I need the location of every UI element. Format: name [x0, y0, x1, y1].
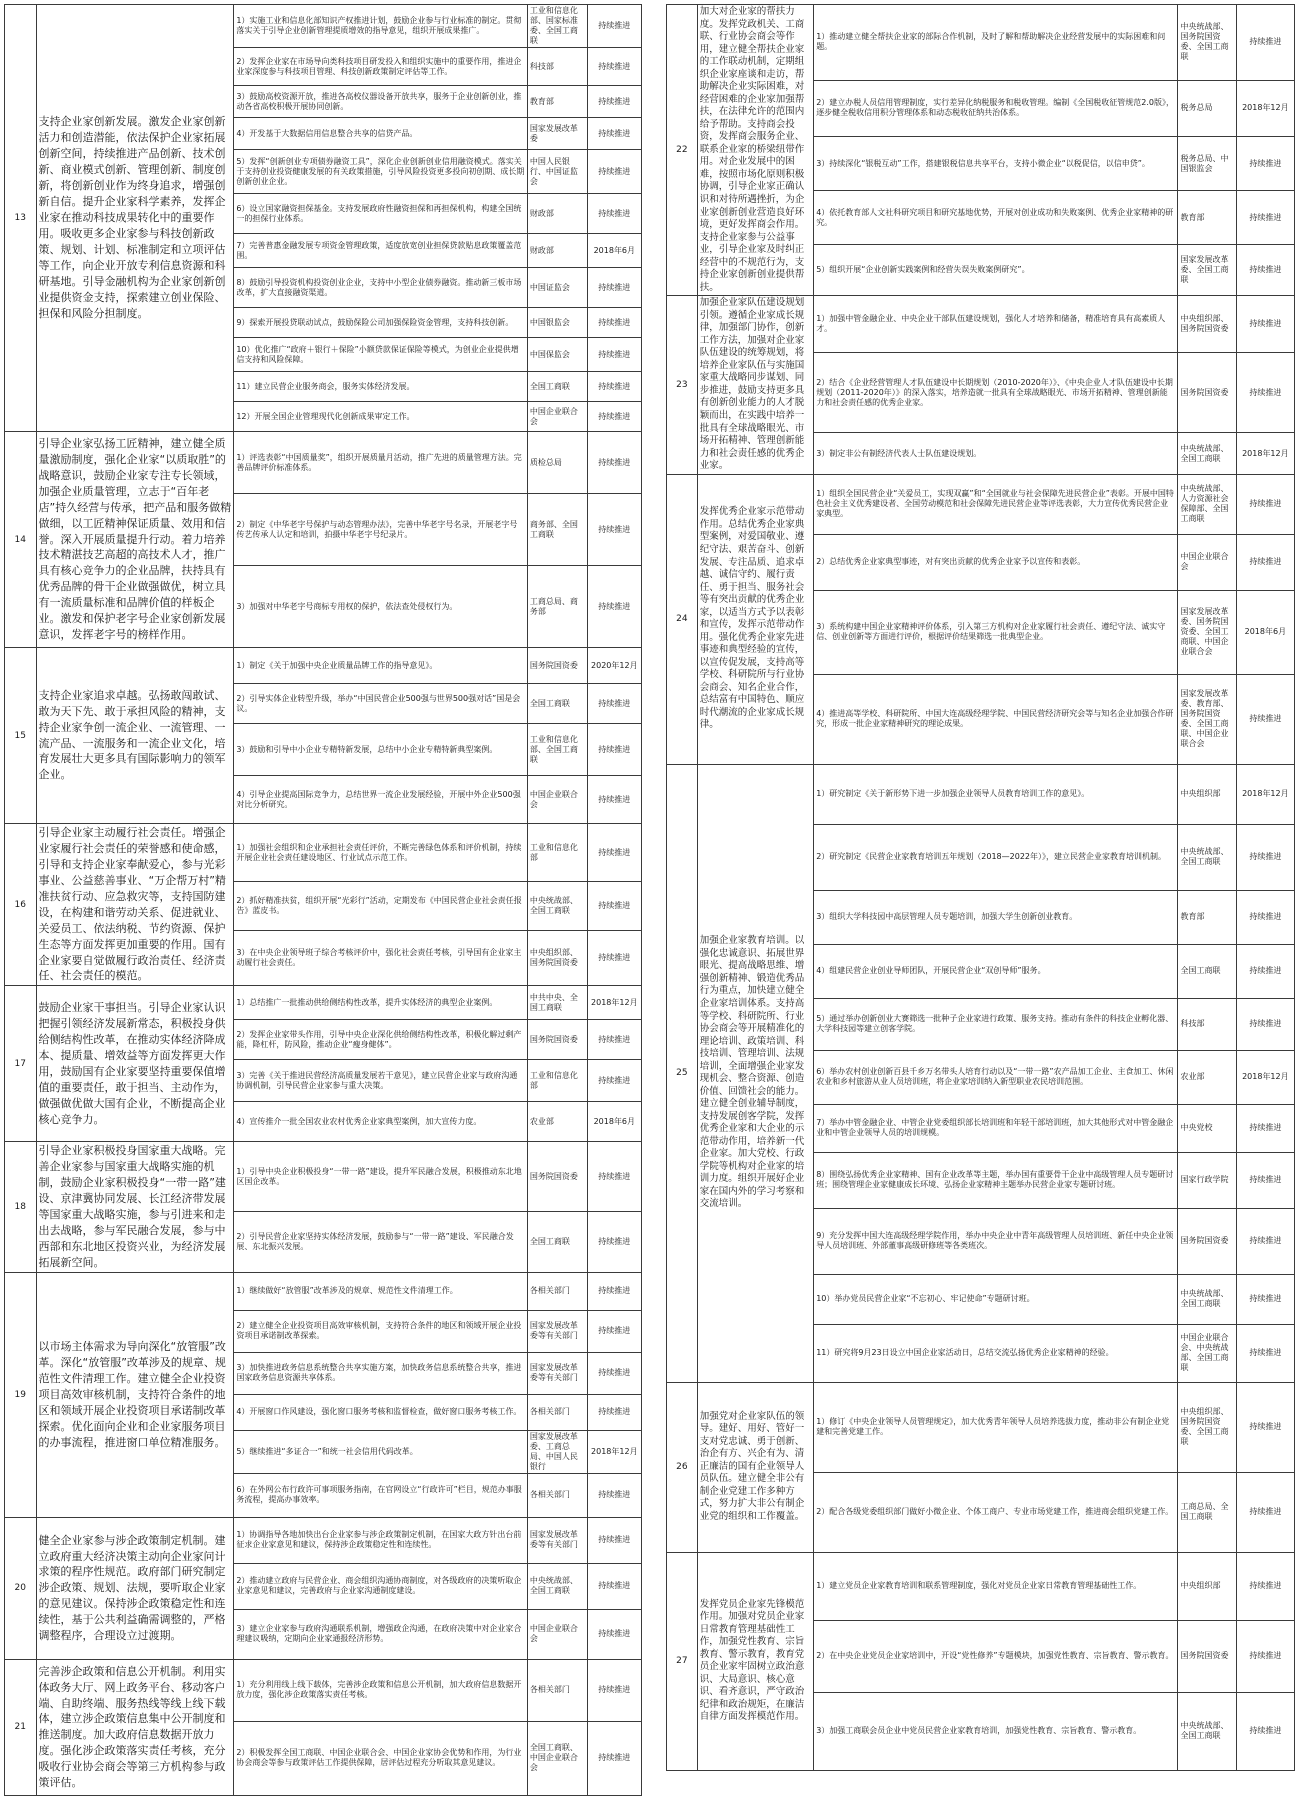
- task-text: 1）继续做好“放管服”改革涉及的规章、规范性文件清理工作。: [234, 1272, 527, 1310]
- responsible-dept: 全国工商联: [1178, 944, 1236, 998]
- responsible-dept: 中国证监会: [527, 268, 587, 308]
- task-text: 3）加快推进政务信息系统整合共享实施方案，加快政务信息系统整合共享，推进国家政务信息资源共享体系。: [234, 1352, 527, 1394]
- deadline: 持续推进: [587, 1563, 641, 1609]
- row-number: 27: [667, 1552, 698, 1770]
- main-measure: 健全企业家参与涉企政策制定机制。建立政府重大经济决策主动向企业家问计求策的程序性规范。政府部门研究制定涉企政策、规划、法规，要听取企业家的意见建议。保持涉企政策稳定性和连续性，基于公共利益确需调整的，严格调整程序，合理设立过渡期。: [36, 1517, 234, 1659]
- deadline: 持续推进: [587, 372, 641, 402]
- task-text: 6）在外网公布行政许可事项服务指南，在官网设立“行政许可”栏目，规范办事服务流程，提高办事效率。: [234, 1473, 527, 1517]
- task-text: 3）鼓励高校资源开放，推进各高校仪器设备开放共享，服务于企业创新创业，推动各省高校积极开展协同创新。: [234, 86, 527, 118]
- row-number: 18: [5, 1142, 37, 1273]
- task-text: 1）加强社会组织和企业承担社会责任评价，不断完善绿色体系和评价机制，持续开展企业社会责任建设地区、行业试点示范工作。: [234, 824, 527, 882]
- left-table: [4, 4, 642, 1796]
- responsible-dept: 教育部: [527, 86, 587, 118]
- deadline: 持续推进: [587, 494, 641, 566]
- deadline: 持续推进: [587, 308, 641, 338]
- deadline: 持续推进: [587, 1060, 641, 1102]
- main-measure: 加大对企业家的帮扶力度。发挥党政机关、工商联、行业协会商会等作用，建立健全帮扶企业家的工作联动机制，定期组织企业家座谈和走访，帮助解决企业实际困难，对经营困难的企业家加强帮扶，在法律允许的范围内给予帮助。支持商会投资，发挥商会服务企业、联系企业家的桥梁纽带作用。对企业发展中的困难，按照市场化原则积极协调，引导企业家正确认识和对待所遇挫折，为企业家创新创业营造良好环境，更好发挥商会作用。支持企业家参与公益事业，引导企业家及时纠正经营中的不规范行为，支持企业家创新创业提供帮扶。: [697, 5, 813, 296]
- responsible-dept: 国家发展改革委: [527, 118, 587, 150]
- responsible-dept: 工业和信息化部、国家标准委、全国工商联: [527, 5, 587, 48]
- task-text: 2）制定《中华老字号保护与动态管理办法》，完善中华老字号名录，开展老字号传艺传承人认定和培训，拍摄中华老字号纪录片。: [234, 494, 527, 566]
- task-text: 1）建立党员企业家教育培训和联系管理制度，强化对党员企业家日常教育管理基础性工作。: [814, 1552, 1178, 1620]
- task-text: 4）依托教育部人文社科研究项目和研究基地优势，开展对创业成功和失败案例、优秀企业家精神的研究。: [814, 191, 1178, 245]
- task-text: 1）引导中央企业积极投身“一带一路”建设，提升军民融合发展，积极推动东北地区国企改革。: [234, 1142, 527, 1212]
- task-text: 8）围绕弘扬优秀企业家精神、国有企业改革等主题，举办国有重要骨干企业中高级管理人员专题研讨班；围绕管理企业家健康成长环境、弘扬企业家精神主题举办民营企业家专题研讨班。: [814, 1152, 1178, 1208]
- deadline: 持续推进: [1236, 244, 1294, 295]
- responsible-dept: 国务院国资委: [1178, 1208, 1236, 1274]
- main-measure: 加强党对企业家队伍的领导。建好、用好、管好一支对党忠诚、勇于创新、治企有方、兴企有为、清正廉洁的国有企业领导人员队伍。建立健全非公有制企业党建工作多种方式，努力扩大非公有制企业党的组织和工作覆盖。: [697, 1382, 813, 1552]
- responsible-dept: 全国工商联: [527, 372, 587, 402]
- responsible-dept: 国家发展改革委等有关部门: [527, 1352, 587, 1394]
- deadline: 2018年6月: [587, 234, 641, 268]
- row-number: 17: [5, 986, 37, 1142]
- task-row: [667, 474, 1295, 534]
- deadline: 持续推进: [587, 930, 641, 986]
- task-text: 1）制定《关于加强中央企业质量品牌工作的指导意见》。: [234, 648, 527, 684]
- responsible-dept: 工商总局、全国工商联: [1178, 1472, 1236, 1552]
- task-text: 2）引导实体企业转型升级，举办“中国民营企业500强与世界500强对话”国是会议。: [234, 684, 527, 724]
- responsible-dept: 中央统战部、全国工商联: [1178, 1274, 1236, 1324]
- task-text: 5）组织开展“企业创新实践案例和经营失误失败案例研究”。: [814, 244, 1178, 295]
- responsible-dept: 税务总局: [1178, 80, 1236, 137]
- deadline: 2018年6月: [587, 1102, 641, 1142]
- deadline: 持续推进: [1236, 674, 1294, 764]
- responsible-dept: 国务院国资委: [1178, 1620, 1236, 1692]
- responsible-dept: 中国企业联合会: [1178, 534, 1236, 590]
- task-text: 3）完善《关于推进民营经济高质量发展若干意见》，建立民营企业家与政府沟通协调机制，引导民营企业家参与重大决策。: [234, 1060, 527, 1102]
- task-text: 2）建立办税人员信用管理制度，实行差异化纳税服务和税收管理。编制《全国税收征管规范2.0版》，逐步健全税收信用积分管理体系和动态税收征纳共治体系。: [814, 80, 1178, 137]
- responsible-dept: 各相关部门: [527, 1394, 587, 1430]
- deadline: 持续推进: [587, 776, 641, 824]
- responsible-dept: 科技部: [527, 48, 587, 86]
- deadline: 持续推进: [587, 1352, 641, 1394]
- task-text: 5）继续推进“多证合一”和统一社会信用代码改革。: [234, 1430, 527, 1473]
- task-row: [5, 1659, 642, 1721]
- task-text: 1）总结推广一批推动供给侧结构性改革，提升实体经济的典型企业案例。: [234, 986, 527, 1020]
- deadline: 持续推进: [587, 724, 641, 776]
- task-text: 2）抓好精准扶贫，组织开展“光彩行”活动，定期发布《中国民营企业社会责任报告》蓝皮书。: [234, 882, 527, 930]
- responsible-dept: 中国银监会: [527, 308, 587, 338]
- deadline: 持续推进: [587, 1272, 641, 1310]
- task-text: 4）宣传推介一批全国农业农村优秀企业家典型案例，加大宣传力度。: [234, 1102, 527, 1142]
- task-text: 2）建立健全企业投资项目高效审核机制，支持符合条件的地区和领域开展企业投资项目承诺制改革探索。: [234, 1310, 527, 1352]
- responsible-dept: 国家发展改革委、教育部、国务院国资委、全国工商联、中国企业联合会: [1178, 674, 1236, 764]
- responsible-dept: 中央统战部、全国工商联: [1178, 433, 1236, 474]
- responsible-dept: 农业部: [1178, 1050, 1236, 1104]
- responsible-dept: 质检总局: [527, 432, 587, 494]
- responsible-dept: 中央组织部: [1178, 1552, 1236, 1620]
- task-row: [5, 1142, 642, 1212]
- task-text: 11）研究将9月23日设立中国企业家活动日，总结交流弘扬优秀企业家精神的经验。: [814, 1324, 1178, 1382]
- deadline: 持续推进: [587, 684, 641, 724]
- task-text: 1）修订《中央企业领导人员管理规定》，加大优秀青年领导人员培养选拔力度，推动非公有制企业党建和完善党建工作。: [814, 1382, 1178, 1472]
- task-text: 4）开展窗口作风建设，强化窗口服务考核和监督检查，做好窗口服务考核工作。: [234, 1394, 527, 1430]
- task-row: [5, 1272, 642, 1310]
- deadline: 持续推进: [587, 268, 641, 308]
- responsible-dept: 国家发展改革委、全国工商联: [1178, 244, 1236, 295]
- deadline: 持续推进: [587, 5, 641, 48]
- responsible-dept: 商务部、全国工商联: [527, 494, 587, 566]
- deadline: 持续推进: [587, 1310, 641, 1352]
- deadline: 持续推进: [1236, 1620, 1294, 1692]
- deadline: 持续推进: [1236, 1692, 1294, 1770]
- task-row: [5, 648, 642, 684]
- task-text: 1）研究制定《关于新形势下进一步加强企业领导人员教育培训工作的意见》。: [814, 764, 1178, 824]
- deadline: 持续推进: [1236, 296, 1294, 353]
- task-text: 3）组织大学科技园中高层管理人员专题培训，加强大学生创新创业教育。: [814, 890, 1178, 944]
- responsible-dept: 教育部: [1178, 890, 1236, 944]
- task-row: [667, 5, 1295, 81]
- deadline: 持续推进: [1236, 534, 1294, 590]
- responsible-dept: 国务院国资委: [1178, 353, 1236, 433]
- row-number: 25: [667, 764, 698, 1382]
- deadline: 持续推进: [587, 48, 641, 86]
- task-text: 2）积极发挥全国工商联、中国企业联合会、中国企业家协会优势和作用，为行业协会商会等参与政策评估工作提供保障，居评估过程充分听取其意见建议。: [234, 1721, 527, 1795]
- task-row: [5, 5, 642, 48]
- responsible-dept: 全国工商联、中国企业联合会: [527, 1721, 587, 1795]
- main-measure: 完善涉企政策和信息公开机制。利用实体政务大厅、网上政务平台、移动客户端、自助终端、服务热线等线上线下载体，建立涉企政策信息集中公开制度和推送制度。加大政府信息数据开放力度。强化涉企政策落实责任考核，充分吸收行业协会商会等第三方机构参与政策评估。: [36, 1659, 234, 1795]
- main-measure: 引导企业家弘扬工匠精神，建立健全质量激励制度，强化企业家“以质取胜”的战略意识，鼓励企业家专注专长领域，加强企业质量管理，立志于“百年老店”持久经营与传承，把产品和服务做精做细，以工匠精神保证质量、效用和信誉。深入开展质量提升行动。着力培养技术精湛技艺高超的高技术人才，推广具有核心竞争力的企业品牌，扶持具有优秀品牌的骨干企业做强做优，树立具有一流质量标准和品牌价值的样板企业。激发和保护老字号企业家创新发展意识，发挥老字号的榜样作用。: [36, 432, 234, 648]
- deadline: 持续推进: [587, 824, 641, 882]
- deadline: 持续推进: [1236, 137, 1294, 191]
- task-row: [5, 432, 642, 494]
- task-text: 6）设立国家融资担保基金。支持发展政府性融资担保和再担保机构，构建全国统一的担保行业体系。: [234, 194, 527, 234]
- row-number: 13: [5, 5, 37, 432]
- deadline: 持续推进: [587, 566, 641, 648]
- deadline: 2018年12月: [1236, 80, 1294, 137]
- task-text: 2）引导民营企业家坚持实体经济发展，鼓励参与“一带一路”建设、军民融合发展、东北振兴发展。: [234, 1212, 527, 1272]
- responsible-dept: 工业和信息化部: [527, 1060, 587, 1102]
- responsible-dept: 全国工商联: [527, 684, 587, 724]
- task-text: 1）评选表彰“中国质量奖”，组织开展质量月活动，推广先进的质量管理方法。完善品牌评价标准体系。: [234, 432, 527, 494]
- deadline: 持续推进: [587, 1659, 641, 1721]
- responsible-dept: 中央组织部、国务院国资委、全国工商联: [1178, 1382, 1236, 1472]
- row-number: 21: [5, 1659, 37, 1795]
- deadline: 持续推进: [1236, 1152, 1294, 1208]
- responsible-dept: 中央党校: [1178, 1104, 1236, 1152]
- task-text: 2）推动建立政府与民营企业、商会组织沟通协商制度，对各级政府的决策听取企业家意见和建议，完善政府与企业家沟通制度建设。: [234, 1563, 527, 1609]
- deadline: 持续推进: [1236, 5, 1294, 81]
- responsible-dept: 财政部: [527, 234, 587, 268]
- responsible-dept: 各相关部门: [527, 1659, 587, 1721]
- task-text: 11）建立民营企业服务商会，服务实体经济发展。: [234, 372, 527, 402]
- responsible-dept: 中国企业联合会: [527, 776, 587, 824]
- task-text: 2）在中央企业党员企业家培训中，开设“党性修养”专题模块，加强党性教育、宗旨教育、警示教育。: [814, 1620, 1178, 1692]
- task-text: 1）充分利用线上线下载体，完善涉企政策和信息公开机制，加大政府信息数据开放力度，强化涉企政策落实责任考核。: [234, 1659, 527, 1721]
- deadline: 持续推进: [1236, 998, 1294, 1050]
- main-measure: 支持企业家创新发展。激发企业家创新活力和创造潜能，依法保护企业家拓展创新空间，持续推进产品创新、技术创新、商业模式创新、管理创新、制度创新，将创新创业作为终身追求，增强创新自信。提升企业家科学素养，发挥企业家在推动科技成果转化中的重要作用。吸收更多企业家参与科技创新政策、规划、计划、标准制定和立项评估等工作，向企业开放专利信息资源和科研基地。引导金融机构为企业家创新创业提供资金支持，探索建立创业保险、担保和风险分担制度。: [36, 5, 234, 432]
- deadline: 持续推进: [1236, 1552, 1294, 1620]
- row-number: 15: [5, 648, 37, 824]
- responsible-dept: 国务院国资委: [527, 1020, 587, 1060]
- task-text: 8）鼓励引导投资机构投资创业企业，支持中小型企业债券融资。推动新三板市场改革，扩大直接融资渠道。: [234, 268, 527, 308]
- responsible-dept: 教育部: [1178, 191, 1236, 245]
- responsible-dept: 国家发展改革委等有关部门: [527, 1517, 587, 1563]
- row-number: 16: [5, 824, 37, 986]
- task-text: 6）举办农村创业创新百县千乡万名带头人培育行动以及“一带一路”农产品加工企业、主食加工、休闲农业和乡村旅游从业人员培训班，将企业家培训纳入新型职业农民培训范围。: [814, 1050, 1178, 1104]
- task-text: 1）推动建立健全帮扶企业家的部际合作机制，及时了解和帮助解决企业经营发展中的实际困难和问题。: [814, 5, 1178, 81]
- deadline: 2018年12月: [587, 986, 641, 1020]
- responsible-dept: 中央统战部、国务院国资委、全国工商联: [1178, 5, 1236, 81]
- main-measure: 引导企业家主动履行社会责任。增强企业家履行社会责任的荣誉感和使命感，引导和支持企业家奉献爱心，参与光彩事业、公益慈善事业、“万企帮万村”精准扶贫行动、应急救灾等，支持国防建设，在构建和谐劳动关系、促进就业、关爱员工、依法纳税、节约资源、保护生态等方面发挥更加重要的作用。国有企业家要自觉做履行政治责任、经济责任、社会责任的模范。: [36, 824, 234, 986]
- responsible-dept: 财政部: [527, 194, 587, 234]
- responsible-dept: 国家发展改革委、国务院国资委、全国工商联、中国企业联合会: [1178, 590, 1236, 674]
- row-number: 22: [667, 5, 698, 296]
- responsible-dept: 国务院国资委: [527, 648, 587, 684]
- deadline: 持续推进: [1236, 824, 1294, 890]
- responsible-dept: 工业和信息化部: [527, 824, 587, 882]
- task-row: [5, 986, 642, 1020]
- responsible-dept: 国家行政学院: [1178, 1152, 1236, 1208]
- deadline: 持续推进: [587, 86, 641, 118]
- row-number: 23: [667, 296, 698, 474]
- task-row: [667, 1552, 1295, 1620]
- deadline: 持续推进: [587, 1473, 641, 1517]
- deadline: 持续推进: [587, 1721, 641, 1795]
- deadline: 持续推进: [1236, 1472, 1294, 1552]
- task-text: 2）总结优秀企业家典型事迹，对有突出贡献的优秀企业家予以宣传和表彰。: [814, 534, 1178, 590]
- responsible-dept: 中央组织部: [1178, 764, 1236, 824]
- deadline: 持续推进: [1236, 1104, 1294, 1152]
- task-text: 10）举办党员民营企业家“不忘初心、牢记使命”专题研讨班。: [814, 1274, 1178, 1324]
- responsible-dept: 中国企业联合会: [527, 1609, 587, 1659]
- task-text: 2）配合各级党委组织部门做好小微企业、个体工商户、专业市场党建工作，推进商会组织党建工作。: [814, 1472, 1178, 1552]
- task-row: [667, 296, 1295, 353]
- task-text: 12）开展全国企业管理现代化创新成果审定工作。: [234, 402, 527, 432]
- responsible-dept: 中央组织部、国务院国资委: [527, 930, 587, 986]
- deadline: 持续推进: [1236, 353, 1294, 433]
- main-measure: 鼓励企业家干事担当。引导企业家认识把握引领经济发展新常态，积极投身供给侧结构性改革，在推动实体经济降成本、提质量、增效益等方面发挥更大作用，鼓励国有企业家要坚持重要保值增值的重要责任，敢于担当、主动作为，做强做优做大国有企业，不断提高企业核心竞争力。: [36, 986, 234, 1142]
- task-text: 1）组织全国民营企业“关爱员工，实现双赢”和“全国就业与社会保障先进民营企业”表彰。开展中国特色社会主义优秀建设者、全国劳动模范和社会保障先进民营企业等评选表彰，大力宣传优秀民营企业家典型。: [814, 474, 1178, 534]
- deadline: 持续推进: [587, 882, 641, 930]
- deadline: 持续推进: [1236, 1324, 1294, 1382]
- deadline: 持续推进: [587, 1212, 641, 1272]
- deadline: 2018年12月: [1236, 433, 1294, 474]
- responsible-dept: 工业和信息化部、全国工商联: [527, 724, 587, 776]
- task-text: 1）实施工业和信息化部知识产权推进计划，鼓励企业参与行业标准的制定。贯彻落实关于引导企业创新管理提质增效的指导意见，组织开展成果推广。: [234, 5, 527, 48]
- responsible-dept: 农业部: [527, 1102, 587, 1142]
- responsible-dept: 税务总局、中国银监会: [1178, 137, 1236, 191]
- deadline: 持续推进: [587, 1394, 641, 1430]
- main-measure: 发挥优秀企业家示范带动作用。总结优秀企业家典型案例，对爱国敬业、遵纪守法、艰苦奋斗、创新发展、专注品质、追求卓越、诚信守约、履行责任、勇于担当、服务社会等有突出贡献的优秀企业家，以适当方式予以表彰和宣传，发挥示范带动作用。强化优秀企业家先进事迹和典型经验的宣传，以宣传促发展，支持高等学校、科研院所与行业协会商会、知名企业合作，总结富有中国特色、顺应时代潮流的企业家成长规律。: [697, 474, 813, 764]
- task-text: 9）充分发挥中国大连高级经理学院作用，举办中央企业中青年高级管理人员培训班、新任中央企业领导人员培训班、外部董事高级研修班等各类班次。: [814, 1208, 1178, 1274]
- row-number: 26: [667, 1382, 698, 1552]
- main-measure: 以市场主体需求为导向深化“放管服”改革。深化“放管服”改革涉及的规章、规范性文件清理工作。建立健全企业投资项目高效审核机制，支持符合条件的地区和领域开展企业投资项目承诺制改革探索。优化面向企业和企业家服务项目的办事流程，推进窗口单位精准服务。: [36, 1272, 234, 1517]
- responsible-dept: 各相关部门: [527, 1272, 587, 1310]
- responsible-dept: 中央统战部、全国工商联: [527, 1563, 587, 1609]
- task-text: 3）持续深化“银税互动”工作，搭建银税信息共享平台，支持小微企业“以税促信，以信申贷”。: [814, 137, 1178, 191]
- responsible-dept: 国家发展改革委、工商总局、中国人民银行: [527, 1430, 587, 1473]
- task-text: 7）完善普惠金融发展专项资金管理政策，适度放宽创业担保贷款贴息政策覆盖范围。: [234, 234, 527, 268]
- deadline: 持续推进: [587, 1517, 641, 1563]
- deadline: 持续推进: [1236, 890, 1294, 944]
- responsible-dept: 中央统战部、全国工商联: [1178, 1692, 1236, 1770]
- task-row: [5, 1517, 642, 1563]
- deadline: 持续推进: [587, 1020, 641, 1060]
- responsible-dept: 中央组织部、国务院国资委: [1178, 296, 1236, 353]
- responsible-dept: 国务院国资委: [527, 1142, 587, 1212]
- task-text: 3）系统构建中国企业家精神评价体系，引入第三方机构对企业家履行社会责任、遵纪守法、诚实守信、创业创新等方面进行评价，根据评价结果筛选一批典型企业。: [814, 590, 1178, 674]
- task-text: 1）加强中管金融企业、中央企业干部队伍建设规划，强化人才培养和储备，精准培育具有高素质人才。: [814, 296, 1178, 353]
- deadline: 持续推进: [587, 1142, 641, 1212]
- deadline: 2020年12月: [587, 648, 641, 684]
- task-text: 4）引导企业提高国际竞争力，总结世界一流企业发展经验，开展中外企业500强对比分析研究。: [234, 776, 527, 824]
- task-text: 2）发挥企业家带头作用，引导中央企业深化供给侧结构性改革，积极化解过剩产能，降杠杆，防风险，推动企业“瘦身健体”。: [234, 1020, 527, 1060]
- main-measure: 发挥党员企业家先锋模范作用。加强对党员企业家日常教育管理基础性工作，加强党性教育、宗旨教育、警示教育，教育党员企业家牢固树立政治意识、大局意识、核心意识、看齐意识，严守政治纪律和政治规矩，在廉洁自律方面发挥模范作用。: [697, 1552, 813, 1770]
- task-text: 4）组建民营企业创业导师团队，开展民营企业“双创导师”服务。: [814, 944, 1178, 998]
- task-text: 7）举办中管金融企业、中管企业党委组织部长培训班和年轻干部培训班，加大其他形式对中管金融企业和中管企业领导人员的培训规模。: [814, 1104, 1178, 1152]
- row-number: 20: [5, 1517, 37, 1659]
- task-text: 5）发挥“创新创业专项债券融资工具”，深化企业创新创业信用融资模式。落实关于支持创业投资健康发展的有关政策措施，引导风险投资更多投向初创期、成长期创新创业企业。: [234, 150, 527, 194]
- deadline: 持续推进: [587, 402, 641, 432]
- deadline: 2018年6月: [1236, 590, 1294, 674]
- task-text: 4）开发基于大数据信用信息整合共享的信贷产品。: [234, 118, 527, 150]
- responsible-dept: 工商总局、商务部: [527, 566, 587, 648]
- task-text: 3）加强工商联会员企业中党员民营企业家教育培训，加强党性教育、宗旨教育、警示教育。: [814, 1692, 1178, 1770]
- deadline: 2018年12月: [1236, 764, 1294, 824]
- task-text: 1）协调指导各地加快出台企业家参与涉企政策制定机制，在国家大政方针出台前征求企业家意见和建议，保持涉企政策稳定性和连续性。: [234, 1517, 527, 1563]
- responsible-dept: 中央统战部、全国工商联: [527, 882, 587, 930]
- task-text: 3）在中央企业领导班子综合考核评价中，强化社会责任考核，引导国有企业家主动履行社会责任。: [234, 930, 527, 986]
- deadline: 持续推进: [587, 338, 641, 372]
- right-table: [666, 4, 1295, 1771]
- deadline: 持续推进: [587, 194, 641, 234]
- task-text: 4）推进高等学校、科研院所、中国大连高级经理学院、中国民营经济研究会等与知名企业加强合作研究，形成一批企业家精神研究的理论成果。: [814, 674, 1178, 764]
- task-text: 3）制定非公有制经济代表人士队伍建设规划。: [814, 433, 1178, 474]
- row-number: 19: [5, 1272, 37, 1517]
- responsible-dept: 国家发展改革委等有关部门: [527, 1310, 587, 1352]
- responsible-dept: 中央统战部、全国工商联: [1178, 824, 1236, 890]
- main-measure: 加强企业家教育培训。以强化忠诚意识、拓展世界眼光、提高战略思维、增强创新精神、锻造优秀品行为重点，加快建立健全企业家培训体系。支持高等学校、科研院所、行业协会商会等开展精准化的理论培训、政策培训、科技培训、管理培训、法规培训，全面增强企业家发现机会、整合资源、创造价值、回馈社会的能力。建立健全创业辅导制度，支持发展创客学院，发挥优秀企业家和大企业的示范带动作用，培养新一代企业家。加大党校、行政学院等机构对企业家的培训力度。组织开展好企业家在国内外的学习考察和交流培训。: [697, 764, 813, 1382]
- task-row: [5, 824, 642, 882]
- main-measure: 加强企业家队伍建设规划引领。遵循企业家成长规律，加强部门协作，创新工作方法，加强对企业家队伍建设的统筹规划，将培养企业家队伍与实施国家重大战略同步谋划、同步推进，鼓励支持更多具有创新创业能力的人才脱颖而出，在实践中培养一批具有全球战略眼光、市场开拓精神、管理创新能力和社会责任感的优秀企业家。: [697, 296, 813, 474]
- deadline: 持续推进: [1236, 191, 1294, 245]
- task-text: 2）发挥企业家在市场导向类科技项目研发投入和组织实施中的重要作用，推进企业家深度参与科技项目管理、科技创新政策制定评估等工作。: [234, 48, 527, 86]
- deadline: 持续推进: [1236, 1274, 1294, 1324]
- responsible-dept: 中国人民银行、中国证监会: [527, 150, 587, 194]
- task-text: 2）研究制定《民营企业家教育培训五年规划（2018—2022年）》，建立民营企业家教育培训机制。: [814, 824, 1178, 890]
- task-text: 3）鼓励和引导中小企业专精特新发展，总结中小企业专精特新典型案例。: [234, 724, 527, 776]
- deadline: 持续推进: [587, 118, 641, 150]
- responsible-dept: 全国工商联: [527, 1212, 587, 1272]
- task-row: [667, 764, 1295, 824]
- row-number: 24: [667, 474, 698, 764]
- responsible-dept: 中央统战部、人力资源社会保障部、全国工商联: [1178, 474, 1236, 534]
- deadline: 2018年12月: [1236, 1050, 1294, 1104]
- row-number: 14: [5, 432, 37, 648]
- task-text: 3）建立企业家参与政府沟通联系机制，增强政企沟通，在政府决策中对企业家合理建议吸纳，定期向企业家通报经济形势。: [234, 1609, 527, 1659]
- main-measure: 引导企业家积极投身国家重大战略。完善企业家参与国家重大战略实施的机制，鼓励企业家积极投身“一带一路”建设、京津冀协同发展、长江经济带发展等国家重大战略实施，参与引进来和走出去战略，参与军民融合发展，参与中西部和东北地区投资兴业，为经济发展拓展新空间。: [36, 1142, 234, 1273]
- task-text: 5）通过举办创新创业大赛筛选一批种子企业家进行政策、服务支持。推动有条件的科技企业孵化器、大学科技园等建立创客学院。: [814, 998, 1178, 1050]
- task-text: 10）优化推广“政府＋银行＋保险”小额贷款保证保险等模式，为创业企业提供增信支持和风险保障。: [234, 338, 527, 372]
- deadline: 持续推进: [587, 1609, 641, 1659]
- deadline: 持续推进: [1236, 1382, 1294, 1472]
- responsible-dept: 各相关部门: [527, 1473, 587, 1517]
- main-measure: 支持企业家追求卓越。弘扬敢闯敢试、敢为天下先、敢于承担风险的精神，支持企业家争创一流企业、一流管理、一流产品、一流服务和一流企业文化，培育发展壮大更多具有国际影响力的领军企业。: [36, 648, 234, 824]
- responsible-dept: 中共中央、全国工商联: [527, 986, 587, 1020]
- deadline: 持续推进: [587, 432, 641, 494]
- responsible-dept: 中国保监会: [527, 338, 587, 372]
- deadline: 持续推进: [1236, 474, 1294, 534]
- deadline: 2018年12月: [587, 1430, 641, 1473]
- task-text: 3）加强对中华老字号商标专用权的保护，依法查处侵权行为。: [234, 566, 527, 648]
- deadline: 持续推进: [1236, 944, 1294, 998]
- responsible-dept: 科技部: [1178, 998, 1236, 1050]
- responsible-dept: 中国企业联合会、中央统战部、全国工商联: [1178, 1324, 1236, 1382]
- task-text: 2）结合《企业经营管理人才队伍建设中长期规划（2010-2020年）》、《中央企业人才队伍建设中长期规划（2011-2020年）》的深入落实，培养造就一批具有全球战略眼光、市场开拓精神、管理创新能力和社会责任感的优秀企业家。: [814, 353, 1178, 433]
- task-text: 9）探索开展投贷联动试点，鼓励保险公司加强保险资金管理，支持科技创新。: [234, 308, 527, 338]
- task-row: [667, 1382, 1295, 1472]
- deadline: 持续推进: [587, 150, 641, 194]
- deadline: 持续推进: [1236, 1208, 1294, 1274]
- responsible-dept: 中国企业联合会: [527, 402, 587, 432]
